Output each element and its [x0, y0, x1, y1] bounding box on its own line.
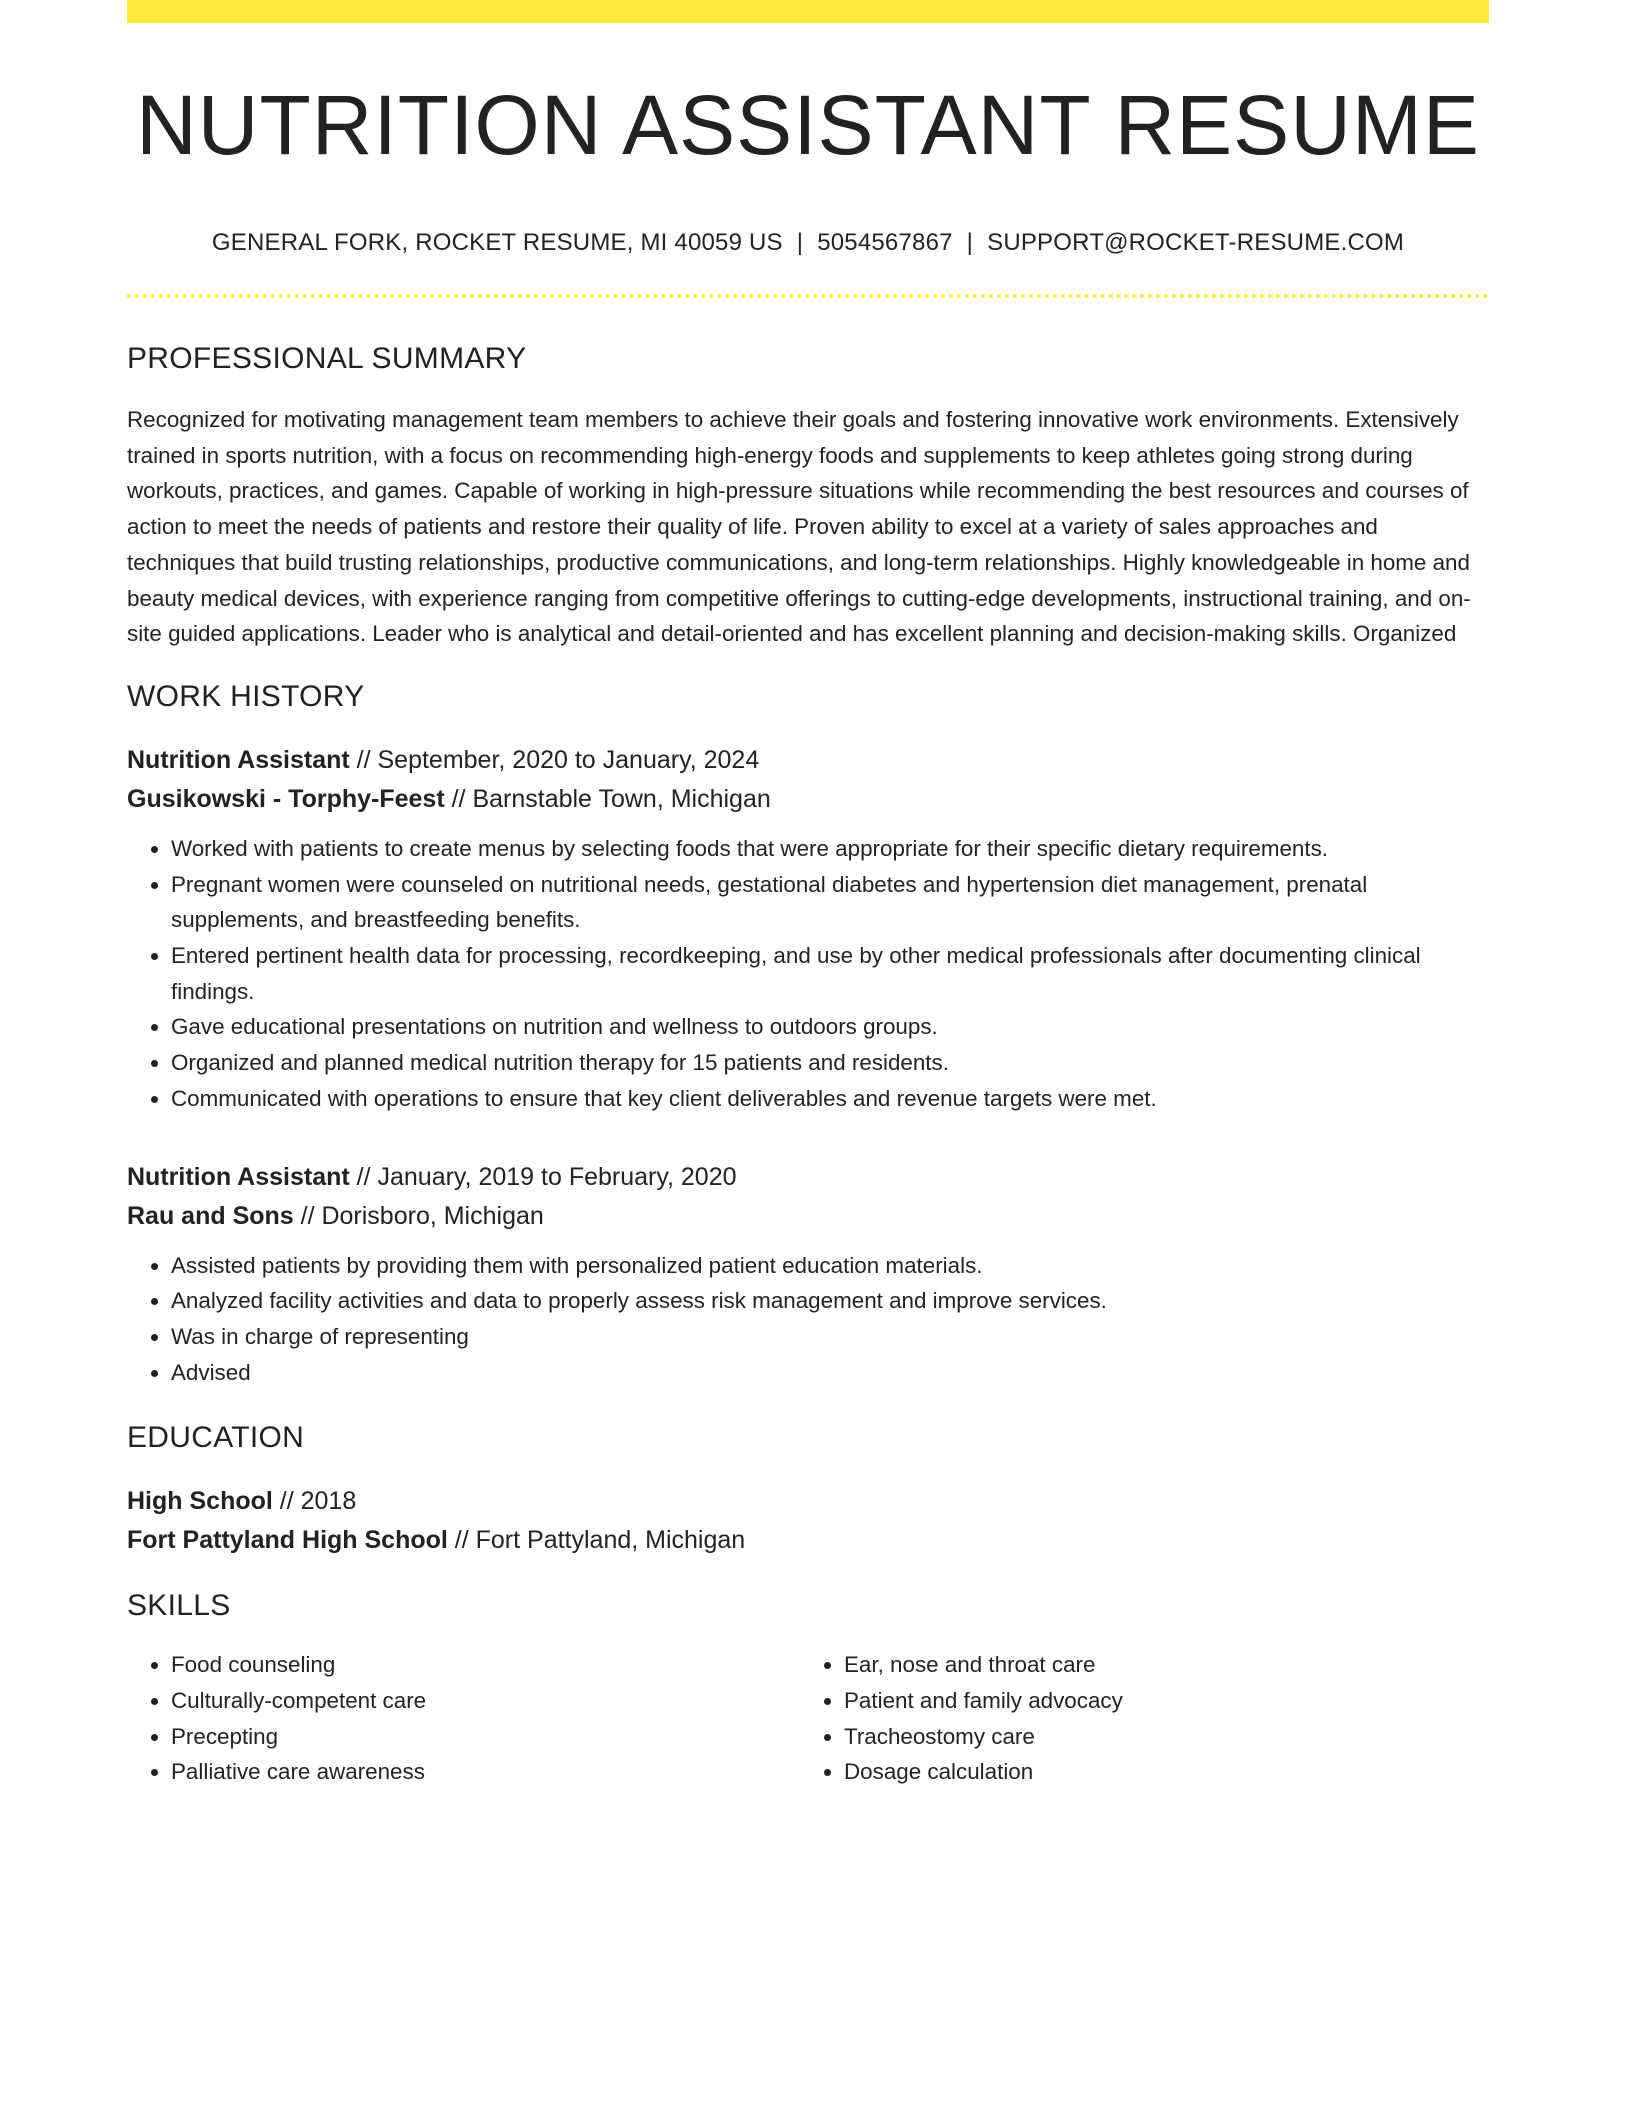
skills-columns	[127, 1647, 1489, 1790]
job-position: Nutrition Assistant	[127, 745, 350, 774]
job-duty: • Assisted patients by providing them with personalized patient education materials.	[171, 1248, 1489, 1284]
job-title-line	[127, 741, 1489, 780]
education-school: Fort Pattyland High School	[127, 1526, 448, 1555]
job-duty: • Analyzed facility activities and data to properly assess risk management and improve services.	[171, 1283, 1489, 1319]
summary-heading: PROFESSIONAL SUMMARY	[127, 342, 527, 375]
skill-item: • Dosage calculation	[844, 1754, 1473, 1790]
job-duty: • Worked with patients to create menus by selecting foods that were appropriate for their specific dietary requirements.	[171, 831, 1489, 867]
skill-item: • Precepting	[171, 1719, 800, 1755]
job-company-line	[127, 1197, 1489, 1236]
dotted-divider	[127, 294, 1489, 298]
resume-page	[127, 0, 1489, 1790]
job-company: Rau and Sons	[127, 1201, 294, 1230]
contact-address: GENERAL FORK, ROCKET RESUME, MI 40059 US	[211, 229, 783, 256]
contact-separator: |	[966, 229, 974, 256]
skill-item: • Ear, nose and throat care	[844, 1647, 1473, 1683]
contact-separator: |	[796, 229, 804, 256]
education-entry	[127, 1482, 1489, 1560]
job-duty: • Communicated with operations to ensure that key client deliverables and revenue targets were met.	[171, 1081, 1489, 1117]
job-dates: // September, 2020 to January, 2024	[349, 745, 760, 774]
job-location: // Dorisboro, Michigan	[293, 1201, 544, 1230]
skill-item: • Patient and family advocacy	[844, 1683, 1473, 1719]
job-duty: • Advised	[171, 1355, 1489, 1391]
skill-item: • Tracheostomy care	[844, 1719, 1473, 1755]
job-duties	[127, 1248, 1489, 1391]
work-history-heading: WORK HISTORY	[127, 679, 365, 713]
job-duty: • Was in charge of representing	[171, 1319, 1489, 1355]
job-duty: • Gave educational presentations on nutrition and wellness to outdoors groups.	[171, 1009, 1489, 1045]
job-duty: • Organized and planned medical nutrition therapy for 15 patients and residents.	[171, 1045, 1489, 1081]
job-duty: • Pregnant women were counseled on nutritional needs, gestational diabetes and hypertension diet management, prenatal supplements, and breastfeeding benefits.	[171, 867, 1489, 938]
skills-heading: SKILLS	[127, 1589, 231, 1623]
job-duties	[127, 831, 1489, 1117]
skills-right-column	[800, 1647, 1473, 1790]
education-school-line	[127, 1521, 1489, 1560]
skills-left-column	[127, 1647, 800, 1790]
job-entry	[127, 741, 1489, 1117]
education-location: // Fort Pattyland, Michigan	[447, 1526, 746, 1555]
skill-item: • Food counseling	[171, 1647, 800, 1683]
skill-item: • Culturally-competent care	[171, 1683, 800, 1719]
top-accent-bar	[127, 0, 1489, 23]
contact-phone: 5054567867	[817, 229, 953, 256]
education-year: // 2018	[272, 1487, 357, 1516]
summary-text: Recognized for motivating management team members to achieve their goals and fostering innovative work environments. Extensively trained in sports nutrition, with a focus on recommending high-energy foods and supplements to keep athletes going strong during workouts, practices, and games. Capable of working in high-pressure situations while recommending the best resources and courses of action to meet the needs of patients and restore their quality of life. Proven ability to excel at a variety of sales approaches and techniques that build trusting relationships, productive communications, and long-term relationships. Highly knowledgeable in home and beauty medical devices, with experience ranging from competitive offerings to cutting-edge developments, instructional training, and on-site guided applications. Leader who is analytical and detail-oriented and has excellent planning and decision-making skills. Organized	[127, 407, 1471, 647]
job-company-line	[127, 780, 1489, 819]
contact-email: SUPPORT@ROCKET-RESUME.COM	[987, 229, 1405, 256]
job-entry	[127, 1158, 1489, 1391]
contact-line	[127, 229, 1489, 257]
job-title-line	[127, 1158, 1489, 1197]
skill-item: • Palliative care awareness	[171, 1754, 800, 1790]
job-company: Gusikowski - Torphy-Feest	[127, 784, 445, 813]
job-duty: • Entered pertinent health data for processing, recordkeeping, and use by other medical professionals after documenting clinical findings.	[171, 938, 1489, 1009]
education-degree: High School	[127, 1487, 273, 1516]
education-heading: EDUCATION	[127, 1421, 305, 1455]
resume-title: NUTRITION ASSISTANT RESUME	[136, 78, 1480, 172]
job-position: Nutrition Assistant	[127, 1162, 350, 1191]
job-dates: // January, 2019 to February, 2020	[349, 1162, 737, 1191]
education-degree-line	[127, 1482, 1489, 1521]
job-location: // Barnstable Town, Michigan	[444, 784, 771, 813]
